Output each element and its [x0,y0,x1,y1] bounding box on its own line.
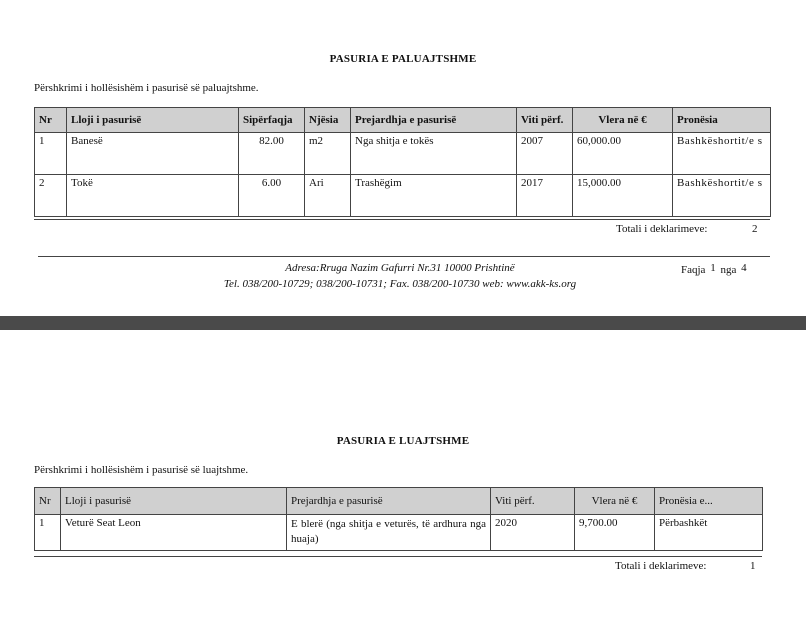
header-value: Vlera në € [573,108,673,133]
cell-year: 2020 [491,515,575,551]
movable-table [34,487,763,551]
cell-unit: m2 [305,133,351,175]
page-label: Faqja [681,264,706,276]
page-indicator [681,262,749,276]
header-value: Vlera në € [575,488,655,515]
table-row [35,515,763,551]
cell-ownership: Bashkëshortit/e s [673,175,771,217]
cell-unit: Ari [305,175,351,217]
cell-type: Banesë [67,133,239,175]
page-separator [0,316,806,330]
table-header-row [35,108,771,133]
header-origin: Prejardhja e pasurisë [287,488,491,515]
movable-subtitle: Përshkrimi i hollësishëm i pasurisë së luajtshme. [34,464,249,476]
immovable-table [34,107,771,217]
cell-value: 60,000.00 [573,133,673,175]
cell-nr: 1 [35,515,61,551]
header-ownership: Pronësia [673,108,771,133]
footer-address: Adresa:Rruga Nazim Gafurri Nr.31 10000 Prishtinë [285,262,515,274]
header-area: Sipërfaqja [239,108,305,133]
header-nr: Nr [35,488,61,515]
document-page-2 [0,330,806,620]
table-header-row [35,488,763,515]
movable-title: PASURIA E LUAJTSHME [336,435,470,447]
movable-totals-label: Totali i deklarimeve: [615,560,707,572]
page-total: 4 [741,262,747,274]
immovable-title: PASURIA E PALUAJTSHME [329,53,477,65]
totals-divider [34,556,762,557]
cell-value: 9,700.00 [575,515,655,551]
header-year: Viti përf. [491,488,575,515]
table-row [35,133,771,175]
cell-origin: Nga shitja e tokës [351,133,517,175]
totals-divider [34,219,770,220]
immovable-totals-label: Totali i deklarimeve: [616,223,708,235]
page-of: nga [720,264,737,276]
cell-year: 2007 [517,133,573,175]
footer-divider [38,256,770,257]
header-year: Viti përf. [517,108,573,133]
cell-nr: 1 [35,133,67,175]
cell-ownership: Përbashkët [655,515,763,551]
cell-area: 6.00 [239,175,305,217]
header-type: Lloji i pasurisë [61,488,287,515]
header-type: Lloji i pasurisë [67,108,239,133]
cell-ownership: Bashkëshortit/e s [673,133,771,175]
table-row [35,175,771,217]
cell-origin: E blerë (nga shitja e veturës, të ardhura nga huaja) [287,515,491,551]
cell-nr: 2 [35,175,67,217]
cell-type: Veturë Seat Leon [61,515,287,551]
cell-origin: Trashëgim [351,175,517,217]
header-nr: Nr [35,108,67,133]
header-origin: Prejardhja e pasurisë [351,108,517,133]
cell-type: Tokë [67,175,239,217]
cell-area: 82.00 [239,133,305,175]
immovable-totals-value: 2 [752,223,758,235]
footer-contact: Tel. 038/200-10729; 038/200-10731; Fax. 038/200-10730 web: www.akk-ks.org [223,278,577,290]
cell-value: 15,000.00 [573,175,673,217]
movable-totals-value: 1 [750,560,756,572]
page-current: 1 [710,262,716,274]
cell-year: 2017 [517,175,573,217]
immovable-subtitle: Përshkrimi i hollësishëm i pasurisë së paluajtshme. [34,82,259,94]
header-unit: Njësia [305,108,351,133]
header-ownership: Pronësia e... [655,488,763,515]
